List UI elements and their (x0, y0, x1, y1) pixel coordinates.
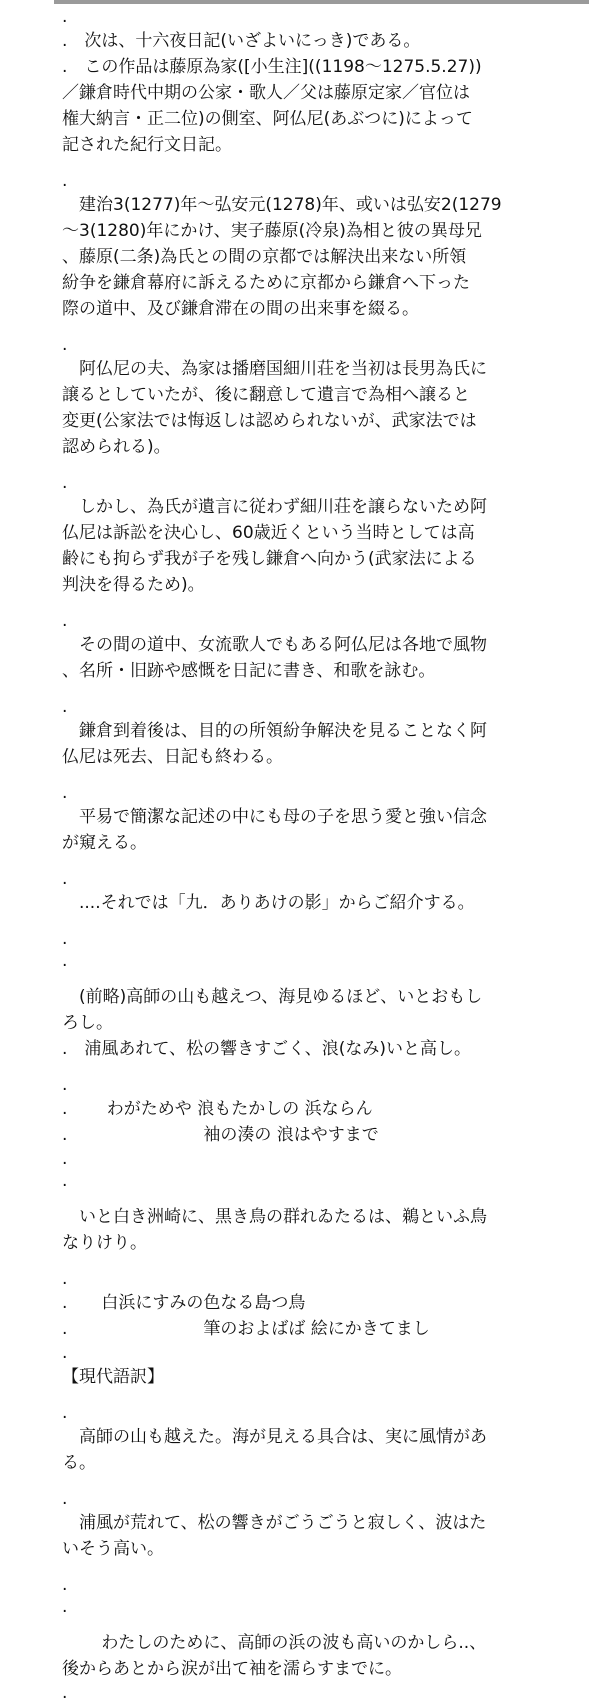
separator-dot: . (62, 783, 68, 803)
separator-dot: . (62, 1149, 68, 1169)
classical-text-line: いと白き洲崎に、黒き鳥の群れゐたるは、鵜といふ鳥 (62, 1207, 487, 1227)
separator-dot: . (62, 1171, 68, 1191)
top-divider-bar (54, 0, 589, 4)
body-line: 譲るとしていたが、後に翻意して遺言で為相へ譲ると (62, 385, 470, 405)
classical-text-line: . 浦風あれて、松の響きすごく、浪(なみ)いと高し。 (62, 1039, 471, 1059)
body-line: 際の道中、及び鎌倉滞在の間の出来事を綴る。 (62, 299, 419, 319)
body-line: 判決を得るため)。 (62, 575, 205, 595)
separator-dot: . (62, 335, 68, 355)
separator-dot: . (62, 171, 68, 191)
body-line: 平易で簡潔な記述の中にも母の子を思う愛と強い信念 (62, 807, 487, 827)
separator-dot: . (62, 1269, 68, 1289)
intro-line: ／鎌倉時代中期の公家・歌人／父は藤原定家／官位は (62, 83, 470, 103)
translation-line: 浦風が荒れて、松の響きがごうごうと寂しく、波はた (62, 1513, 487, 1533)
body-line: 仏尼は死去、日記も終わる。 (62, 747, 283, 767)
body-line: 紛争を鎌倉幕府に訴えるために京都から鎌倉へ下った (62, 273, 470, 293)
section-heading: 【現代語訳】 (62, 1367, 164, 1387)
classical-text-line: なりけり。 (62, 1233, 147, 1253)
body-line: 〜3(1280)年にかけ、実子藤原(冷泉)為相と彼の異母兄 (62, 221, 482, 241)
separator-dot: . (62, 7, 68, 27)
body-line: 鎌倉到着後は、目的の所領紛争解決を見ることなく阿 (62, 721, 487, 741)
waka-poem-line: . 筆のおよばば 絵にかきてまし (62, 1319, 430, 1339)
body-line: しかし、為氏が遺言に従わず細川荘を譲らないため阿 (62, 497, 487, 517)
intro-line: 記された紀行文日記。 (62, 135, 232, 155)
body-line: その間の道中、女流歌人でもある阿仏尼は各地で風物 (62, 635, 487, 655)
translation-line: 後からあとから涙が出て袖を濡らすまでに。 (62, 1659, 402, 1679)
separator-dot: . (62, 1075, 68, 1095)
separator-dot: . (62, 473, 68, 493)
waka-poem-line: . 白浜にすみの色なる島つ鳥 (62, 1293, 306, 1313)
separator-dot: . (62, 1575, 68, 1595)
classical-text-line: ろし。 (62, 1013, 113, 1033)
body-line: 阿仏尼の夫、為家は播磨国細川荘を当初は長男為氏に (62, 359, 487, 379)
body-line: ....それでは「九．ありあけの影」からご紹介する。 (62, 893, 475, 913)
translation-line: 高師の山も越えた。海が見える具合は、実に風情があ (62, 1427, 487, 1447)
translation-line: わたしのために、高師の浜の波も高いのかしら..、 (62, 1633, 487, 1653)
intro-line: . 次は、十六夜日記(いざよいにっき)である。 (62, 31, 421, 51)
separator-dot: . (62, 1403, 68, 1423)
translation-line: いそう高い。 (62, 1539, 164, 1559)
separator-dot: . (62, 611, 68, 631)
separator-dot: . (62, 951, 68, 971)
separator-dot: . (62, 1489, 68, 1509)
body-line: 、藤原(二条)為氏との間の京都では解決出来ない所領 (62, 247, 467, 267)
separator-dot: . (62, 1597, 68, 1617)
classical-text-line: (前略)高師の山も越えつ、海見ゆるほど、いとおもし (62, 987, 483, 1007)
intro-line: . この作品は藤原為家([小生注]((1198〜1275.5.27)) (62, 57, 482, 77)
body-line: 建治3(1277)年〜弘安元(1278)年、或いは弘安2(1279 (62, 195, 502, 215)
body-line: 齢にも拘らず我が子を残し鎌倉へ向かう(武家法による (62, 549, 477, 569)
separator-dot: . (62, 1343, 68, 1363)
article-body (62, 6, 530, 1704)
body-line: が窺える。 (62, 833, 147, 853)
separator-dot: . (62, 1683, 68, 1703)
separator-dot: . (62, 929, 68, 949)
waka-poem-line: . 袖の湊の 浪はやすまで (62, 1125, 379, 1145)
body-line: 変更(公家法では悔返しは認められないが、武家法では (62, 411, 477, 431)
intro-line: 権大納言・正二位)の側室、阿仏尼(あぶつに)によって (62, 109, 473, 129)
separator-dot: . (62, 869, 68, 889)
waka-poem-line: . わがためや 浪もたかしの 浜ならん (62, 1099, 373, 1119)
body-line: 認められる)。 (62, 437, 171, 457)
translation-line: る。 (62, 1453, 96, 1473)
body-line: 、名所・旧跡や感慨を日記に書き、和歌を詠む。 (62, 661, 436, 681)
separator-dot: . (62, 697, 68, 717)
body-line: 仏尼は訴訟を決心し、60歳近くという当時としては高 (62, 523, 475, 543)
